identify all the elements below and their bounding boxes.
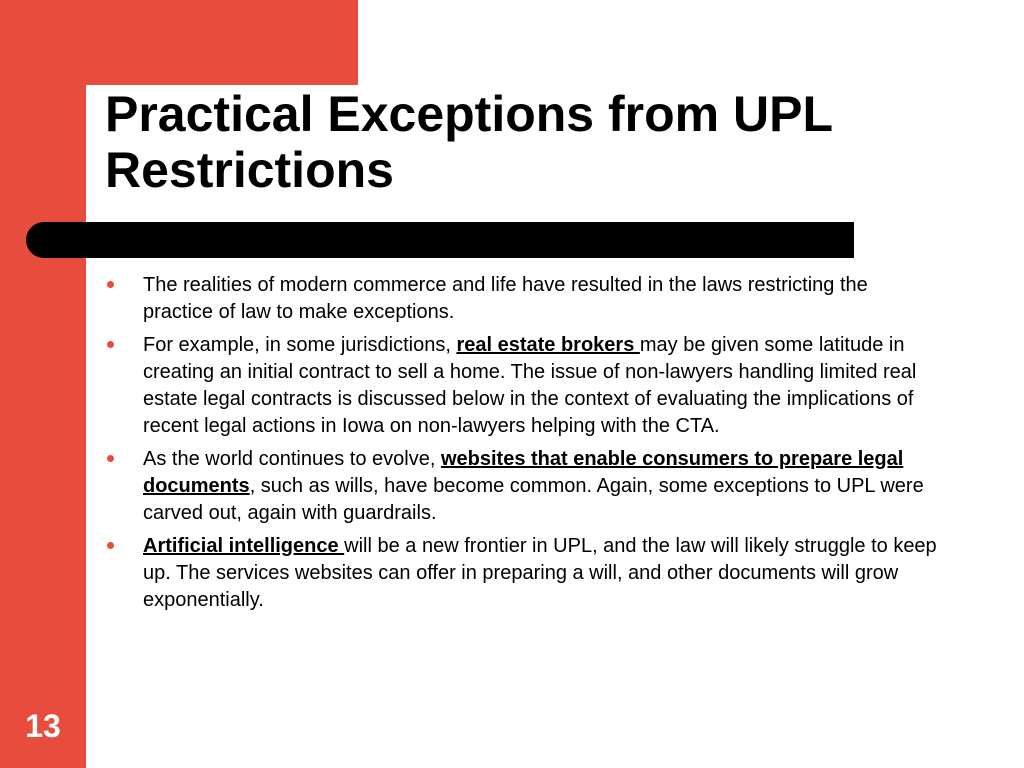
bullet-dot-icon [107, 455, 114, 462]
bullet-item [104, 446, 954, 528]
bullet-list [104, 272, 954, 620]
slide-title [105, 86, 905, 198]
page-number: 13 [25, 708, 61, 744]
bullet-dot-icon [107, 542, 114, 549]
bullet-dot-icon [107, 341, 114, 348]
bullet-item [104, 332, 954, 441]
bullet-2-post: may be given some latitude in creating an initial contract to sell a home. The issue of non-lawyers handling limited real estate legal contracts is discussed below in the context of evaluating the implications of recent legal actions in Iowa on non-lawyers helping with the CTA. [143, 333, 917, 438]
bullet-text [143, 332, 943, 441]
bullet-3-emphasis-link: websites that enable consumers to prepare legal documents [143, 447, 904, 498]
bullet-item [104, 272, 954, 327]
bullet-4-post: will be a new frontier in UPL, and the law will likely struggle to keep up. The services websites can offer in preparing a will, and other documents will grow exponentially. [143, 534, 937, 612]
slide-title-line-1: Practical Exceptions from UPL [105, 86, 834, 142]
accent-top-block [0, 0, 358, 85]
accent-side-bar [0, 0, 86, 768]
bullet-4-emphasis-link: Artificial intelligence [143, 534, 345, 557]
slide-title-line-2: Restrictions [105, 142, 394, 198]
bullet-2-pre: For example, in some jurisdictions, [143, 333, 457, 356]
bullet-1-text: The realities of modern commerce and life have resulted in the laws restricting the practice of law to make exceptions. [143, 274, 868, 324]
bullet-3-post: , such as wills, have become common. Again, some exceptions to UPL were carved out, again with guardrails. [143, 475, 924, 525]
title-divider-bar [26, 222, 854, 258]
bullet-text [143, 446, 943, 528]
bullet-text [143, 533, 943, 615]
bullet-text [143, 272, 943, 327]
bullet-2-emphasis-link: real estate brokers [456, 333, 640, 356]
bullet-item [104, 533, 954, 615]
bullet-dot-icon [107, 281, 114, 288]
bullet-3-pre: As the world continues to evolve, [143, 447, 441, 470]
